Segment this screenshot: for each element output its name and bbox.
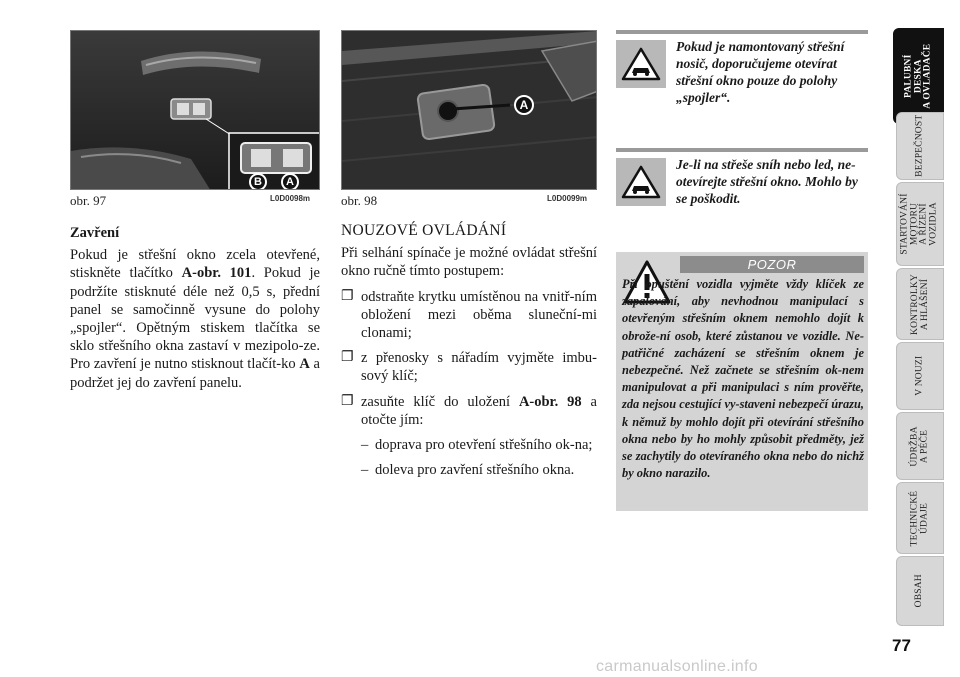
sub-list-item-text: doleva pro zavření střešního okna. <box>375 462 575 479</box>
warning-text: Pokud je namontovaný střešní nosič, doporučujeme otevírat střešní okno pouze do polohy „spojler“. <box>676 39 845 105</box>
intro-paragraph: Při selhání spínače je možné ovládat střešní okno ručně tímto postupem: <box>341 245 597 280</box>
list-item <box>341 349 597 385</box>
paragraph-text: a podržet jej do zavření panelu. <box>70 356 320 391</box>
dash-bullet: – <box>361 462 369 479</box>
tab-label: KONTROLKY A HLÁŠENÍ <box>909 273 929 335</box>
list-item-text: z přenosky s nářadím vyjměte imbu-sový klíč; <box>361 350 597 385</box>
list-item <box>341 393 597 429</box>
tab-obsah[interactable] <box>896 556 944 626</box>
checkbox-bullet-icon: ❐ <box>341 288 354 304</box>
snow-warning <box>616 148 868 208</box>
tab-udrzba[interactable] <box>896 412 944 480</box>
figure-reference: A-obr. 101 <box>181 265 252 282</box>
section-heading: Zavření <box>70 225 120 241</box>
tab-label: TECHNICKÉ ÚDAJE <box>909 490 930 546</box>
page-number: 77 <box>892 636 911 655</box>
closing-section <box>70 224 320 392</box>
car-warning-icon <box>616 40 666 88</box>
tab-label: OBSAH <box>914 574 925 608</box>
fig98-label-a: A <box>514 95 534 115</box>
list-item-text-part: a otočte jím: <box>361 393 597 428</box>
fig97-label-b: B <box>249 173 267 190</box>
list-item-text <box>361 393 597 429</box>
paragraph-text: Pokud je střešní okno zcela otevřené, stiskněte tlačítko <box>70 247 320 282</box>
tab-label: BEZPEČNOST <box>914 114 925 178</box>
pozor-text: Při opuštění vozidla vyjměte vždy klíček ze zapalování, aby nevhodnou manipulací s otevřeným střešním oknem nemohlo dojít k obrože-ní osob, které zůstanou ve vozidle. Ne-patřičné zacházení se střešním oknem je nebezpečné. Než začnete se střešním ok-nem manipulovat a při manipulaci s ním prověřte, zda nejsou cestující vy-staveni nebezpečí úrazu, k němuž by mohlo dojít při otevírání střešního okna nebo by ho mohly způsobit předměty, jež se zachytily do otevíraného okna nebo do nichž by okno narazilo. <box>622 277 864 481</box>
paragraph-text: . Pokud je podržíte stisknuté déle než 0,5 s, přední panel se samočinně vysune do polohy „spojler“. Opětným stiskem tlačítka se sklo střešního okna zastaví v mezipolo-ze. Pro zavření je nutno stisknout tlačít-ko <box>70 265 320 373</box>
checkbox-bullet-icon: ❐ <box>341 393 354 409</box>
figure-98-code: L0D0099m <box>547 194 588 203</box>
button-reference: A <box>299 356 310 373</box>
roof-panel-illustration <box>342 31 597 190</box>
list-item <box>341 288 597 343</box>
figure-98 <box>341 30 597 190</box>
list-item-text: odstraňte krytku umístěnou na vnitř-ním obložení mezi oběma sluneční-mi clonami; <box>361 288 597 342</box>
figure-97-caption: obr. 97 <box>70 193 107 208</box>
tab-label: STARTOVÁNÍ MOTORU A ŘÍZENÍ VOZIDLA <box>900 193 939 255</box>
closing-paragraph <box>70 246 320 392</box>
figure-reference: A-obr. 98 <box>518 393 582 410</box>
figure-98-caption: obr. 98 <box>341 193 378 208</box>
section-heading: NOUZOVÉ OVLÁDÁNÍ <box>341 222 507 239</box>
watermark: carmanualsonline.info <box>596 658 758 675</box>
sub-list-item-text: doprava pro otevření střešního ok-na; <box>375 437 593 454</box>
tab-palubni-deska[interactable] <box>893 28 944 124</box>
tab-kontrolky[interactable] <box>896 268 944 340</box>
fig97-label-a: A <box>281 173 299 190</box>
tab-label: V NOUZI <box>914 355 925 397</box>
tab-startovani[interactable] <box>896 182 944 266</box>
figure-97 <box>70 30 320 190</box>
tab-label: PALUBNÍ DESKA A OVLADAČE <box>903 43 933 109</box>
dash-bullet: – <box>361 437 369 454</box>
tab-bezpecnost[interactable] <box>896 112 944 180</box>
emergency-section <box>341 222 597 479</box>
roof-switch-illustration <box>71 31 320 190</box>
car-warning-icon <box>616 158 666 206</box>
pozor-label: POZOR <box>680 256 864 273</box>
figure-97-code: L0D0098m <box>270 194 311 203</box>
tab-technicke-udaje[interactable] <box>896 482 944 554</box>
sub-list-item <box>341 436 597 454</box>
roof-rack-warning <box>616 30 868 105</box>
sub-list-item <box>341 461 597 479</box>
list-item-text-part: zasuňte klíč do uložení <box>361 393 519 410</box>
warning-text: Je-li na střeše sníh nebo led, ne-otevírejte střešní okno. Mohlo by se poškodit. <box>676 157 858 206</box>
tab-v-nouzi[interactable] <box>896 342 944 410</box>
checkbox-bullet-icon: ❐ <box>341 350 354 366</box>
tab-label: ÚDRŽBA A PÉČE <box>909 425 929 467</box>
